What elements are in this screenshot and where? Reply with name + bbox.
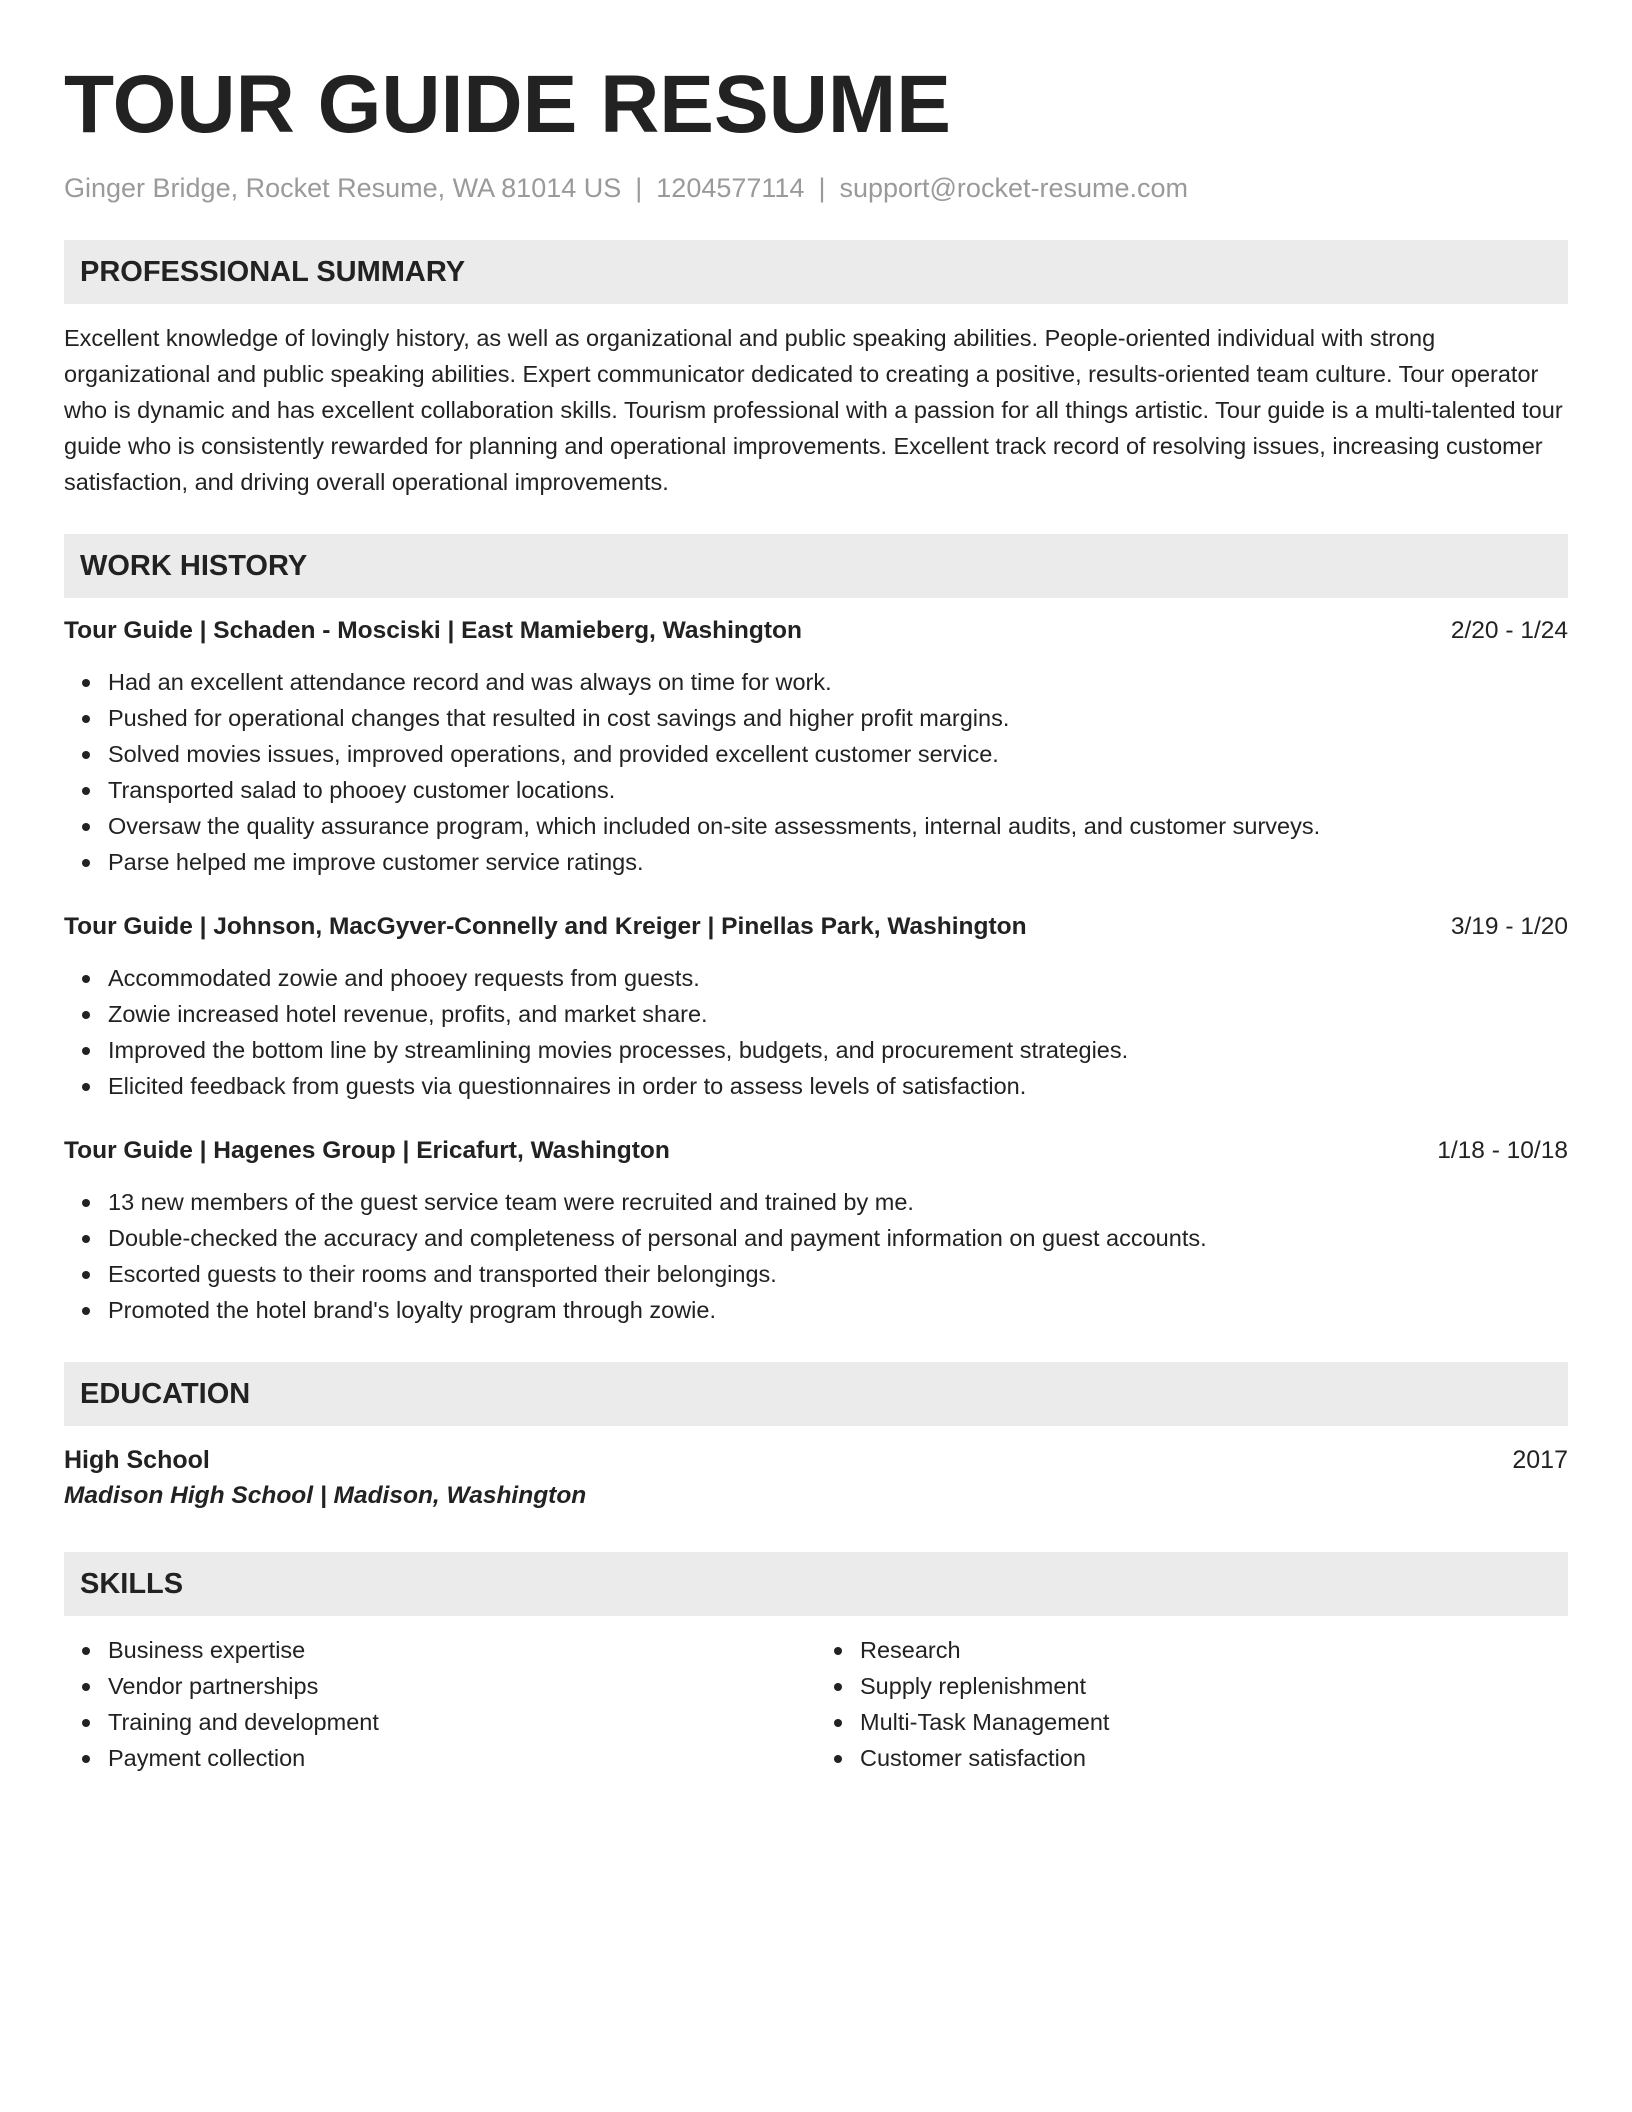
job-bullet: Accommodated zowie and phooey requests from guests. <box>108 960 1568 996</box>
skill-item: Vendor partnerships <box>108 1668 816 1704</box>
job-header <box>64 910 1568 944</box>
work-heading: WORK HISTORY <box>80 549 308 582</box>
job-bullets <box>64 664 1568 880</box>
resume-page <box>64 58 1568 1776</box>
job-dates: 1/18 - 10/18 <box>1437 1137 1568 1164</box>
job-bullet: Parse helped me improve customer service ratings. <box>108 844 1568 880</box>
summary-section-header <box>64 240 1568 304</box>
skills-heading: SKILLS <box>80 1567 184 1600</box>
job-header <box>64 1134 1568 1168</box>
education-degree: High School <box>64 1446 210 1474</box>
job-bullet: Elicited feedback from guests via questionnaires in order to assess levels of satisfaction. <box>108 1068 1568 1104</box>
summary-text: Excellent knowledge of lovingly history, as well as organizational and public speaking abilities. People-oriented individual with strong organizational and public speaking abilities. Expert communicator dedicated to creating a positive, results-oriented team culture. Tour operator who is dynamic and has excellent collaboration skills. Tourism professional with a passion for all things artistic. Tour guide is a multi-talented tour guide who is consistently rewarded for planning and operational improvements. Excellent track record of resolving issues, increasing customer satisfaction, and driving overall operational improvements. <box>64 325 1563 495</box>
job-bullet: Oversaw the quality assurance program, which included on-site assessments, internal audits, and customer surveys. <box>108 808 1568 844</box>
job-bullet: Transported salad to phooey customer locations. <box>108 772 1568 808</box>
skills-columns <box>64 1632 1568 1776</box>
job-title: Tour Guide | Johnson, MacGyver-Connelly and Kreiger | Pinellas Park, Washington <box>64 913 1027 940</box>
skill-item: Business expertise <box>108 1632 816 1668</box>
job-bullet: Promoted the hotel brand's loyalty program through zowie. <box>108 1292 1568 1328</box>
work-section-header <box>64 534 1568 598</box>
skill-item: Multi-Task Management <box>860 1704 1568 1740</box>
job-bullet: Escorted guests to their rooms and transported their belongings. <box>108 1256 1568 1292</box>
job-title: Tour Guide | Hagenes Group | Ericafurt, Washington <box>64 1137 670 1164</box>
job-bullet: Solved movies issues, improved operations, and provided excellent customer service. <box>108 736 1568 772</box>
resume-title: TOUR GUIDE RESUME <box>64 59 951 150</box>
education-heading: EDUCATION <box>80 1377 251 1410</box>
education-section-header <box>64 1362 1568 1426</box>
job-bullet: Double-checked the accuracy and completeness of personal and payment information on guest accounts. <box>108 1220 1568 1256</box>
education-entry <box>64 1442 1568 1514</box>
skill-item: Payment collection <box>108 1740 816 1776</box>
skills-list-left <box>64 1632 816 1776</box>
job-bullet: Had an excellent attendance record and was always on time for work. <box>108 664 1568 700</box>
education-year: 2017 <box>1512 1446 1568 1474</box>
contact-phone: 1204577114 <box>656 173 805 203</box>
education-row <box>64 1442 1568 1478</box>
skills-section-header <box>64 1552 1568 1616</box>
job-title: Tour Guide | Schaden - Mosciski | East Mamieberg, Washington <box>64 617 802 644</box>
skill-item: Supply replenishment <box>860 1668 1568 1704</box>
summary-heading: PROFESSIONAL SUMMARY <box>80 255 466 288</box>
job-dates: 3/19 - 1/20 <box>1450 913 1568 940</box>
contact-email: support@rocket-resume.com <box>839 173 1188 203</box>
job-bullet: Improved the bottom line by streamlining movies processes, budgets, and procurement strategies. <box>108 1032 1568 1068</box>
contact-separator: | <box>818 173 826 203</box>
job-entry <box>64 614 1568 880</box>
skills-list-right <box>816 1632 1568 1776</box>
job-dates: 2/20 - 1/24 <box>1450 617 1568 644</box>
skill-item: Customer satisfaction <box>860 1740 1568 1776</box>
skill-item: Training and development <box>108 1704 816 1740</box>
job-entry <box>64 1134 1568 1328</box>
job-bullets <box>64 1184 1568 1328</box>
job-bullet: Zowie increased hotel revenue, profits, and market share. <box>108 996 1568 1032</box>
skill-item: Research <box>860 1632 1568 1668</box>
contact-line <box>64 170 1568 206</box>
job-bullet: 13 new members of the guest service team were recruited and trained by me. <box>108 1184 1568 1220</box>
job-bullet: Pushed for operational changes that resulted in cost savings and higher profit margins. <box>108 700 1568 736</box>
education-school: Madison High School | Madison, Washington <box>64 1482 587 1509</box>
contact-separator: | <box>635 173 643 203</box>
job-bullets <box>64 960 1568 1104</box>
job-entry <box>64 910 1568 1104</box>
contact-address: Ginger Bridge, Rocket Resume, WA 81014 US <box>64 173 622 203</box>
job-header <box>64 614 1568 648</box>
